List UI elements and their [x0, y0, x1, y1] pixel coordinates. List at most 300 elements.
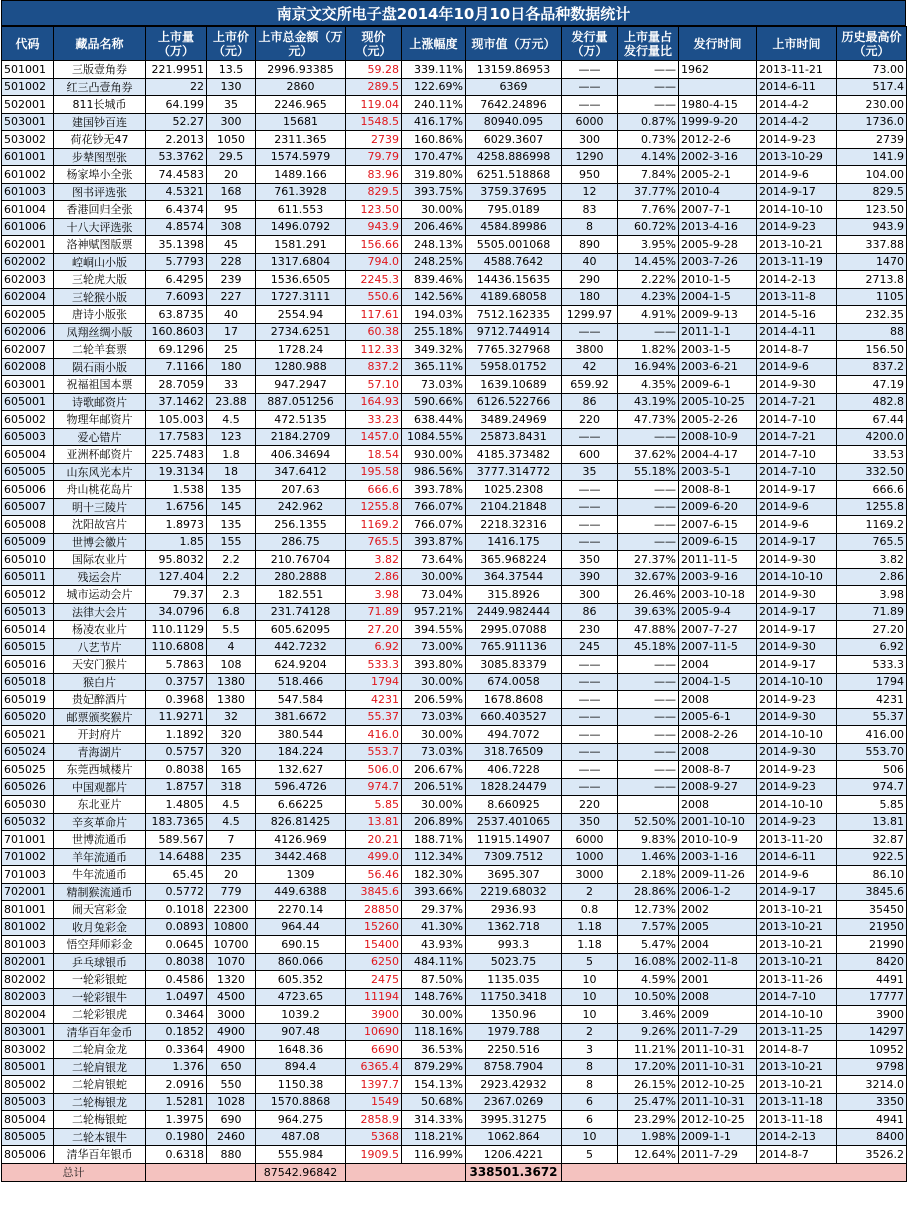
- market-value-cell: 2936.93: [466, 901, 562, 919]
- table-row: [2, 691, 907, 709]
- listing-amount-cell: 2860: [256, 78, 346, 96]
- item-name-cell: 二轮梅银龙: [54, 1093, 146, 1111]
- listing-amount-cell: 894.4: [256, 1058, 346, 1076]
- listing-ratio-cell: 26.15%: [618, 1076, 679, 1094]
- high-price-cell: 86.10: [837, 866, 907, 884]
- listing-price-cell: 10700: [207, 936, 256, 954]
- listing-date-cell: 2014-6-11: [757, 848, 837, 866]
- data-table: [1, 26, 907, 1182]
- current-price-cell: 28850: [346, 901, 402, 919]
- listing-volume-cell: 6.4374: [146, 201, 207, 219]
- market-value-cell: 1828.24479: [466, 778, 562, 796]
- listing-price-cell: 320: [207, 726, 256, 744]
- item-name-cell: 洛神赋图版票: [54, 236, 146, 254]
- high-price-cell: 517.4: [837, 78, 907, 96]
- item-code-cell: 801003: [2, 936, 54, 954]
- market-value-cell: 2537.401065: [466, 813, 562, 831]
- listing-volume-cell: 74.4583: [146, 166, 207, 184]
- listing-ratio-cell: 1.82%: [618, 341, 679, 359]
- issue-volume-cell: 950: [562, 166, 618, 184]
- listing-ratio-cell: 0.73%: [618, 131, 679, 149]
- item-code-cell: 803001: [2, 1023, 54, 1041]
- listing-amount-cell: 964.44: [256, 918, 346, 936]
- rise-pct-cell: 393.80%: [402, 656, 466, 674]
- column-header: 现市值（万元）: [466, 27, 562, 61]
- item-code-cell: 801002: [2, 918, 54, 936]
- high-price-cell: 14297: [837, 1023, 907, 1041]
- high-price-cell: 337.88: [837, 236, 907, 254]
- listing-volume-cell: 63.8735: [146, 306, 207, 324]
- listing-price-cell: 318: [207, 778, 256, 796]
- listing-price-cell: 779: [207, 883, 256, 901]
- listing-volume-cell: 110.1129: [146, 621, 207, 639]
- rise-pct-cell: 879.29%: [402, 1058, 466, 1076]
- current-price-cell: 1909.5: [346, 1146, 402, 1164]
- market-value-cell: 1362.718: [466, 918, 562, 936]
- listing-date-cell: 2014-7-10: [757, 988, 837, 1006]
- high-price-cell: 837.2: [837, 358, 907, 376]
- listing-date-cell: 2014-9-23: [757, 778, 837, 796]
- table-row: [2, 376, 907, 394]
- item-code-cell: 701002: [2, 848, 54, 866]
- listing-date-cell: 2014-9-30: [757, 638, 837, 656]
- listing-date-cell: 2014-9-30: [757, 586, 837, 604]
- rise-pct-cell: 30.00%: [402, 796, 466, 814]
- listing-date-cell: 2014-9-23: [757, 813, 837, 831]
- high-price-cell: 33.53: [837, 446, 907, 464]
- high-price-cell: 416.00: [837, 726, 907, 744]
- rise-pct-cell: 206.59%: [402, 691, 466, 709]
- high-price-cell: 104.00: [837, 166, 907, 184]
- rise-pct-cell: 73.03%: [402, 708, 466, 726]
- rise-pct-cell: 206.67%: [402, 761, 466, 779]
- table-row: [2, 201, 907, 219]
- item-code-cell: 805001: [2, 1058, 54, 1076]
- listing-amount-cell: 6.66225: [256, 796, 346, 814]
- listing-date-cell: 2014-9-17: [757, 183, 837, 201]
- market-value-cell: 3759.37695: [466, 183, 562, 201]
- listing-ratio-cell: 4.59%: [618, 971, 679, 989]
- table-row: [2, 148, 907, 166]
- listing-date-cell: 2014-9-6: [757, 866, 837, 884]
- table-row: [2, 673, 907, 691]
- rise-pct-cell: 154.13%: [402, 1076, 466, 1094]
- high-price-cell: 55.37: [837, 708, 907, 726]
- table-row: [2, 253, 907, 271]
- listing-amount-cell: 210.76704: [256, 551, 346, 569]
- high-price-cell: 13.81: [837, 813, 907, 831]
- market-value-cell: 6369: [466, 78, 562, 96]
- table-row: [2, 323, 907, 341]
- listing-volume-cell: 0.1980: [146, 1128, 207, 1146]
- issue-date-cell: 2008-8-1: [679, 481, 757, 499]
- issue-volume-cell: 0.8: [562, 901, 618, 919]
- market-value-cell: 2923.42932: [466, 1076, 562, 1094]
- item-code-cell: 605009: [2, 533, 54, 551]
- issue-date-cell: 2007-7-27: [679, 621, 757, 639]
- listing-volume-cell: 225.7483: [146, 446, 207, 464]
- high-price-cell: 3350: [837, 1093, 907, 1111]
- listing-price-cell: 4900: [207, 1023, 256, 1041]
- listing-date-cell: 2014-4-2: [757, 96, 837, 114]
- issue-date-cell: 2002: [679, 901, 757, 919]
- listing-volume-cell: 6.4295: [146, 271, 207, 289]
- market-value-cell: 9712.744914: [466, 323, 562, 341]
- issue-volume-cell: 8: [562, 1076, 618, 1094]
- listing-date-cell: 2014-4-11: [757, 323, 837, 341]
- item-name-cell: 收月兔彩金: [54, 918, 146, 936]
- issue-date-cell: 2011-11-5: [679, 551, 757, 569]
- current-price-cell: 112.33: [346, 341, 402, 359]
- column-header: 藏品名称: [54, 27, 146, 61]
- current-price-cell: 18.54: [346, 446, 402, 464]
- market-value-cell: 8.660925: [466, 796, 562, 814]
- item-code-cell: 601004: [2, 201, 54, 219]
- rise-pct-cell: 957.21%: [402, 603, 466, 621]
- item-code-cell: 605024: [2, 743, 54, 761]
- item-name-cell: 亚洲杯邮资片: [54, 446, 146, 464]
- listing-date-cell: 2014-7-10: [757, 411, 837, 429]
- issue-date-cell: 2007-11-5: [679, 638, 757, 656]
- listing-amount-cell: 280.2888: [256, 568, 346, 586]
- listing-ratio-cell: ——: [618, 516, 679, 534]
- issue-date-cell: 2003-9-16: [679, 568, 757, 586]
- issue-date-cell: 2011-1-1: [679, 323, 757, 341]
- listing-date-cell: 2013-10-21: [757, 901, 837, 919]
- listing-volume-cell: 0.3364: [146, 1041, 207, 1059]
- current-price-cell: 27.20: [346, 621, 402, 639]
- issue-volume-cell: 3: [562, 1041, 618, 1059]
- listing-volume-cell: 1.8973: [146, 516, 207, 534]
- listing-ratio-cell: ——: [618, 78, 679, 96]
- issue-date-cell: 2008: [679, 743, 757, 761]
- rise-pct-cell: 30.00%: [402, 201, 466, 219]
- item-code-cell: 602006: [2, 323, 54, 341]
- market-value-cell: 2218.32316: [466, 516, 562, 534]
- issue-date-cell: 2011-10-31: [679, 1058, 757, 1076]
- item-name-cell: 红三凸壹角券: [54, 78, 146, 96]
- listing-amount-cell: 624.9204: [256, 656, 346, 674]
- listing-price-cell: 300: [207, 113, 256, 131]
- current-price-cell: 71.89: [346, 603, 402, 621]
- issue-volume-cell: 1.18: [562, 936, 618, 954]
- item-name-cell: 崆峒山小版: [54, 253, 146, 271]
- market-value-cell: 11915.14907: [466, 831, 562, 849]
- high-price-cell: 6.92: [837, 638, 907, 656]
- listing-date-cell: 2014-10-10: [757, 673, 837, 691]
- issue-date-cell: 2008: [679, 988, 757, 1006]
- listing-ratio-cell: 43.19%: [618, 393, 679, 411]
- high-price-cell: 666.6: [837, 481, 907, 499]
- listing-amount-cell: 1496.0792: [256, 218, 346, 236]
- listing-date-cell: 2013-11-18: [757, 1111, 837, 1129]
- table-row: [2, 183, 907, 201]
- listing-ratio-cell: 7.76%: [618, 201, 679, 219]
- item-name-cell: 二轮彩银虎: [54, 1006, 146, 1024]
- issue-volume-cell: 290: [562, 271, 618, 289]
- high-price-cell: 533.3: [837, 656, 907, 674]
- listing-ratio-cell: 16.94%: [618, 358, 679, 376]
- item-code-cell: 605013: [2, 603, 54, 621]
- issue-volume-cell: 8: [562, 218, 618, 236]
- data-sheet: [1, 0, 906, 1182]
- issue-volume-cell: 86: [562, 393, 618, 411]
- high-price-cell: 332.50: [837, 463, 907, 481]
- current-price-cell: 943.9: [346, 218, 402, 236]
- current-price-cell: 6690: [346, 1041, 402, 1059]
- listing-amount-cell: 1039.2: [256, 1006, 346, 1024]
- listing-amount-cell: 1648.36: [256, 1041, 346, 1059]
- issue-volume-cell: 3000: [562, 866, 618, 884]
- high-price-cell: 141.9: [837, 148, 907, 166]
- listing-volume-cell: 95.8032: [146, 551, 207, 569]
- rise-pct-cell: 41.30%: [402, 918, 466, 936]
- listing-date-cell: 2014-7-10: [757, 463, 837, 481]
- current-price-cell: 56.46: [346, 866, 402, 884]
- market-value-cell: 315.8926: [466, 586, 562, 604]
- table-row: [2, 551, 907, 569]
- listing-volume-cell: 589.567: [146, 831, 207, 849]
- listing-ratio-cell: 27.37%: [618, 551, 679, 569]
- market-value-cell: 2449.982444: [466, 603, 562, 621]
- rise-pct-cell: 73.64%: [402, 551, 466, 569]
- current-price-cell: 837.2: [346, 358, 402, 376]
- market-value-cell: 1639.10689: [466, 376, 562, 394]
- item-name-cell: 唐诗小版张: [54, 306, 146, 324]
- listing-volume-cell: 127.404: [146, 568, 207, 586]
- listing-volume-cell: 5.7793: [146, 253, 207, 271]
- item-name-cell: 法律大会片: [54, 603, 146, 621]
- rise-pct-cell: 638.44%: [402, 411, 466, 429]
- column-header: 发行量（万）: [562, 27, 618, 61]
- issue-date-cell: 2008-8-7: [679, 761, 757, 779]
- high-price-cell: 71.89: [837, 603, 907, 621]
- issue-date-cell: 2001-10-10: [679, 813, 757, 831]
- high-price-cell: 1794: [837, 673, 907, 691]
- item-code-cell: 602003: [2, 271, 54, 289]
- issue-date-cell: 2004: [679, 936, 757, 954]
- rise-pct-cell: 182.30%: [402, 866, 466, 884]
- current-price-cell: 974.7: [346, 778, 402, 796]
- column-header: 发行时间: [679, 27, 757, 61]
- high-price-cell: 4200.0: [837, 428, 907, 446]
- item-code-cell: 605003: [2, 428, 54, 446]
- market-value-cell: 7512.162335: [466, 306, 562, 324]
- listing-date-cell: 2013-10-21: [757, 918, 837, 936]
- listing-ratio-cell: ——: [618, 778, 679, 796]
- table-row: [2, 1041, 907, 1059]
- listing-date-cell: 2014-9-17: [757, 481, 837, 499]
- issue-date-cell: 1999-9-20: [679, 113, 757, 131]
- issue-volume-cell: 35: [562, 463, 618, 481]
- listing-date-cell: 2014-9-30: [757, 708, 837, 726]
- item-name-cell: 清华百年银币: [54, 1146, 146, 1164]
- issue-volume-cell: 659.92: [562, 376, 618, 394]
- issue-volume-cell: ——: [562, 743, 618, 761]
- market-value-cell: 4185.373482: [466, 446, 562, 464]
- total-label: 总计: [2, 1163, 146, 1181]
- listing-amount-cell: 1581.291: [256, 236, 346, 254]
- column-header: 上市时间: [757, 27, 837, 61]
- item-name-cell: 二轮羊套票: [54, 341, 146, 359]
- listing-ratio-cell: 37.77%: [618, 183, 679, 201]
- listing-ratio-cell: ——: [618, 481, 679, 499]
- listing-ratio-cell: 14.45%: [618, 253, 679, 271]
- table-row: [2, 61, 907, 79]
- item-name-cell: 精制猴流通币: [54, 883, 146, 901]
- listing-price-cell: 4: [207, 638, 256, 656]
- high-price-cell: 3214.0: [837, 1076, 907, 1094]
- high-price-cell: 21990: [837, 936, 907, 954]
- listing-ratio-cell: ——: [618, 323, 679, 341]
- market-value-cell: 364.37544: [466, 568, 562, 586]
- listing-price-cell: 22300: [207, 901, 256, 919]
- table-row: [2, 708, 907, 726]
- listing-date-cell: 2014-9-17: [757, 603, 837, 621]
- item-code-cell: 605008: [2, 516, 54, 534]
- high-price-cell: 67.44: [837, 411, 907, 429]
- issue-date-cell: 2009-6-20: [679, 498, 757, 516]
- market-value-cell: 2250.516: [466, 1041, 562, 1059]
- item-code-cell: 601001: [2, 148, 54, 166]
- listing-price-cell: 4900: [207, 1041, 256, 1059]
- item-code-cell: 605030: [2, 796, 54, 814]
- high-price-cell: 88: [837, 323, 907, 341]
- listing-price-cell: 7: [207, 831, 256, 849]
- issue-date-cell: 2003-1-16: [679, 848, 757, 866]
- market-value-cell: 2219.68032: [466, 883, 562, 901]
- listing-price-cell: 1380: [207, 673, 256, 691]
- market-value-cell: 5023.75: [466, 953, 562, 971]
- item-name-cell: 闹天宫彩金: [54, 901, 146, 919]
- listing-price-cell: 33: [207, 376, 256, 394]
- column-header: 上市量占发行量比: [618, 27, 679, 61]
- current-price-cell: 3900: [346, 1006, 402, 1024]
- listing-price-cell: 95: [207, 201, 256, 219]
- listing-amount-cell: 2270.14: [256, 901, 346, 919]
- high-price-cell: 829.5: [837, 183, 907, 201]
- item-code-cell: 605014: [2, 621, 54, 639]
- table-row: [2, 656, 907, 674]
- listing-amount-cell: 2184.2709: [256, 428, 346, 446]
- issue-date-cell: 2004-1-5: [679, 288, 757, 306]
- listing-ratio-cell: 55.18%: [618, 463, 679, 481]
- current-price-cell: 553.7: [346, 743, 402, 761]
- listing-date-cell: 2014-10-10: [757, 568, 837, 586]
- listing-volume-cell: 17.7583: [146, 428, 207, 446]
- item-code-cell: 605002: [2, 411, 54, 429]
- listing-volume-cell: 65.45: [146, 866, 207, 884]
- listing-volume-cell: 5.7863: [146, 656, 207, 674]
- listing-volume-cell: 4.8574: [146, 218, 207, 236]
- table-row: [2, 1111, 907, 1129]
- rise-pct-cell: 766.07%: [402, 516, 466, 534]
- issue-volume-cell: ——: [562, 481, 618, 499]
- issue-volume-cell: 1000: [562, 848, 618, 866]
- listing-price-cell: 35: [207, 96, 256, 114]
- high-price-cell: 123.50: [837, 201, 907, 219]
- rise-pct-cell: 393.87%: [402, 533, 466, 551]
- listing-ratio-cell: 1.98%: [618, 1128, 679, 1146]
- listing-date-cell: 2013-10-21: [757, 236, 837, 254]
- item-name-cell: 二轮肩银蛇: [54, 1076, 146, 1094]
- column-header: 代码: [2, 27, 54, 61]
- current-price-cell: 57.10: [346, 376, 402, 394]
- listing-amount-cell: 207.63: [256, 481, 346, 499]
- listing-ratio-cell: 9.26%: [618, 1023, 679, 1041]
- high-price-cell: 1169.2: [837, 516, 907, 534]
- market-value-cell: 3695.307: [466, 866, 562, 884]
- listing-amount-cell: 1489.166: [256, 166, 346, 184]
- high-price-cell: 4491: [837, 971, 907, 989]
- item-code-cell: 802002: [2, 971, 54, 989]
- issue-volume-cell: ——: [562, 673, 618, 691]
- table-row: [2, 971, 907, 989]
- listing-price-cell: 25: [207, 341, 256, 359]
- current-price-cell: 533.3: [346, 656, 402, 674]
- rise-pct-cell: 30.00%: [402, 1006, 466, 1024]
- high-price-cell: 482.8: [837, 393, 907, 411]
- listing-ratio-cell: 11.21%: [618, 1041, 679, 1059]
- high-price-cell: 156.50: [837, 341, 907, 359]
- listing-amount-cell: 132.627: [256, 761, 346, 779]
- table-row: [2, 1058, 907, 1076]
- listing-ratio-cell: 2.18%: [618, 866, 679, 884]
- high-price-cell: 1470: [837, 253, 907, 271]
- listing-price-cell: 13.5: [207, 61, 256, 79]
- listing-price-cell: 20: [207, 166, 256, 184]
- market-value-cell: 2367.0269: [466, 1093, 562, 1111]
- current-price-cell: 1457.0: [346, 428, 402, 446]
- item-name-cell: 羊年流通币: [54, 848, 146, 866]
- issue-volume-cell: 2: [562, 883, 618, 901]
- listing-price-cell: 1380: [207, 691, 256, 709]
- total-amount-cell: 87542.96842: [256, 1163, 346, 1181]
- rise-pct-cell: 248.25%: [402, 253, 466, 271]
- rise-pct-cell: 30.00%: [402, 673, 466, 691]
- listing-date-cell: 2014-9-6: [757, 498, 837, 516]
- listing-ratio-cell: ——: [618, 96, 679, 114]
- listing-volume-cell: 1.538: [146, 481, 207, 499]
- issue-volume-cell: ——: [562, 708, 618, 726]
- issue-date-cell: 2009-6-15: [679, 533, 757, 551]
- listing-volume-cell: 22: [146, 78, 207, 96]
- item-code-cell: 602005: [2, 306, 54, 324]
- listing-ratio-cell: ——: [618, 656, 679, 674]
- current-price-cell: 164.93: [346, 393, 402, 411]
- item-code-cell: 602001: [2, 236, 54, 254]
- item-code-cell: 605019: [2, 691, 54, 709]
- issue-date-cell: 2004-4-17: [679, 446, 757, 464]
- issue-volume-cell: ——: [562, 761, 618, 779]
- current-price-cell: 6250: [346, 953, 402, 971]
- item-code-cell: 701003: [2, 866, 54, 884]
- listing-volume-cell: 0.3464: [146, 1006, 207, 1024]
- high-price-cell: 3.98: [837, 586, 907, 604]
- current-price-cell: 3.82: [346, 551, 402, 569]
- high-price-cell: 765.5: [837, 533, 907, 551]
- table-row: [2, 306, 907, 324]
- table-row: [2, 78, 907, 96]
- item-name-cell: 香港回归全张: [54, 201, 146, 219]
- high-price-cell: 3900: [837, 1006, 907, 1024]
- current-price-cell: 2.86: [346, 568, 402, 586]
- listing-price-cell: 6.8: [207, 603, 256, 621]
- listing-ratio-cell: 47.73%: [618, 411, 679, 429]
- listing-price-cell: 135: [207, 516, 256, 534]
- listing-ratio-cell: ——: [618, 708, 679, 726]
- rise-pct-cell: 160.86%: [402, 131, 466, 149]
